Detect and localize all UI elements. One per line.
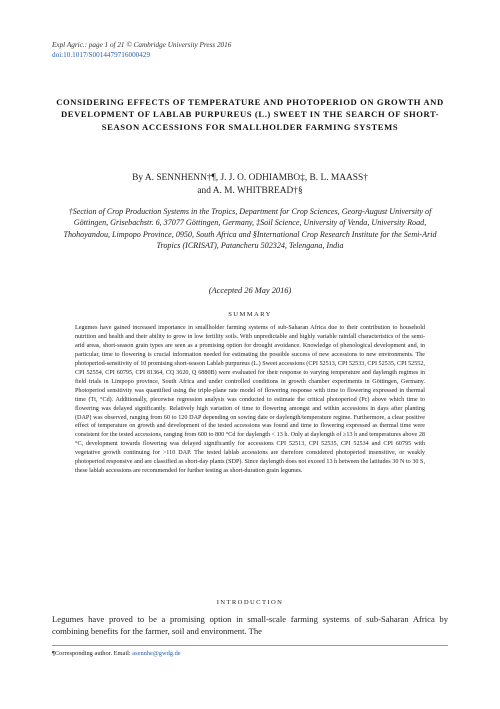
author-email-link[interactable]: asennhe@gwdg.de [132,650,181,657]
footnote-divider [52,645,448,646]
summary-text: Legumes have gained increased importance in smallholder farming systems of sub-Saharan Africa due to their contribution to household nutrition and health and their ability to grow in low fertility soils. With unpredictable and highly variable rainfall characteristics of the semi-arid areas, short-season grain types are seen as a promising option for drought avoidance. Knowledge of phenological development and, in particular, time to flowering is crucial information needed for estimating the possible success of new accessions to new environments. The photoperiod-sensitivity of 10 promising short-season Lablab purpureus (L.) Sweet accessions (CPI 52513, CPI 52533, CPI 52535, CPI 52552, CPI 52554, CPI 60795, CPI 81364, CQ 3620, Q 6880B) were evaluated for their response to varying temperature and daylength regimes in field trials in Limpopo province, South Africa and under controlled conditions in growth chamber experiments in Göttingen, Germany. Photoperiod sensitivity was quantified using the triple-plane rate model of flowering response with time to flowering expressed in thermal time (Tt, °Cd). Additionally, piecewise regression analysis was conducted to estimate the critical photoperiod (Pc) above which time to flowering was delayed significantly. Relatively high variation of time to flowering amongst and within accessions in days after planting (DAP) was observed, ranging from 60 to 120 DAP depending on sowing date or daylength/temperature regime. Furthermore, a clear positive effect of temperature on growth and development of the tested accessions was found and time to flowering expressed as thermal time were consistent for the tested accessions, ranging from 600 to 800 °Cd for daylength < 13 h. Only at daylength of ≥13 h and temperatures above 28 °C, development towards flowering was delayed significantly for accessions CPI 52513, CPI 52535, CPI 52534 and CPI 60795 with vegetative growth continuing for >110 DAP. The tested lablab accessions are therefore considered photoperiod insensitive, or weakly photoperiod responsive and are classified as short-day plants (SDP). Since daylength does not exceed 13 h between the latitudes 30 N to 30 S, these lablab accessions are recommended for further testing as short-duration grain legumes. [75,325,425,475]
accepted-date: (Accepted 26 May 2016) [208,286,292,295]
journal-citation: Expl Agric.: page 1 of 21 © Cambridge University Press 2016 [52,41,232,49]
corresponding-author-footnote [52,650,181,657]
author-line-1: By A. SENNHENN†¶, J. J. O. ODHIAMBO‡, B. L. MAASS† [132,173,368,183]
footnote-label: ¶Corresponding author. Email: [52,650,133,657]
author-list [52,172,448,198]
doi-line [52,50,231,60]
journal-header [52,40,231,60]
author-line-2: and A. M. WHITBREAD†§ [197,186,303,196]
article-title: CONSIDERING EFFECTS OF TEMPERATURE AND PHOTOPERIOD ON GROWTH AND DEVELOPMENT OF LABLAB PURPUREUS (L.) SWEET IN THE SEARCH OF SHORT-SEASON ACCESSIONS FOR SMALLHOLDER FARMING SYSTEMS [56,97,444,132]
affiliations: †Section of Crop Production Systems in the Tropics, Department for Crop Sciences, Georg-August University of Göttingen, Grisebachstr. 6, 37077 Göttingen, Germany, ‡Soil Science, University of Venda, University Road, Thohoyandou, Limpopo Province, 0950, South Africa and §International Crop Research Institute for the Semi-Arid Tropics (ICRISAT), Patancheru 502324, Telengana, India [63,207,437,251]
summary-heading: SUMMARY [228,311,272,318]
introduction-text: Legumes have proved to be a promising option in small-scale farming systems of sub-Saharan Africa by combining benefits for the farmer, soil and environment. The [52,614,448,637]
introduction-heading: INTRODUCTION [216,599,284,606]
doi-link[interactable]: doi:10.1017/S0014479716000429 [52,51,151,59]
